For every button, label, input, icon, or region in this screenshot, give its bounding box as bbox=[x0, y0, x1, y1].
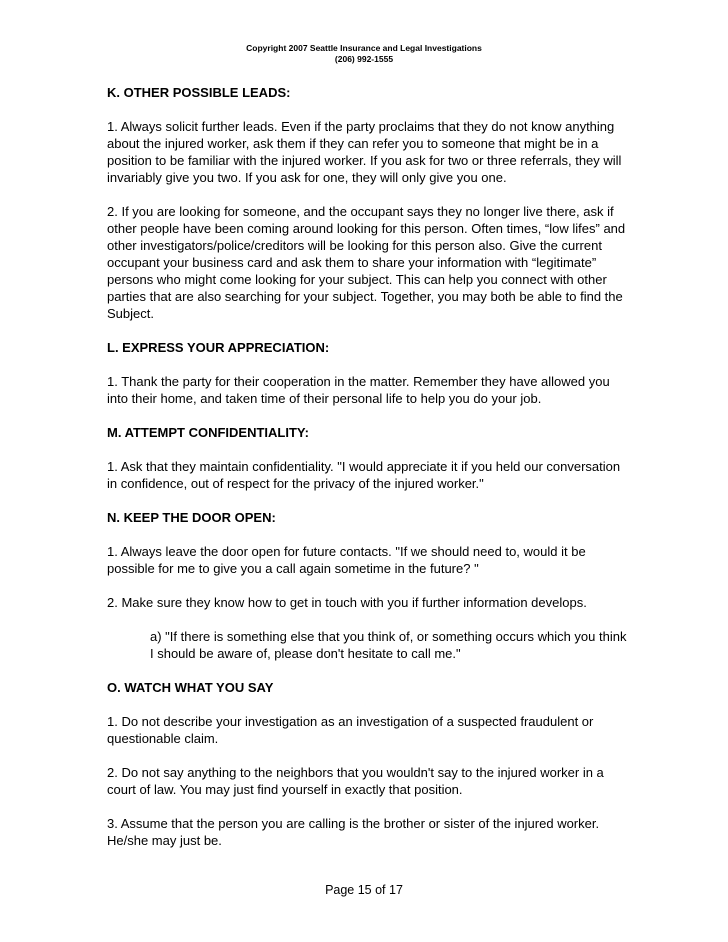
page-header bbox=[0, 43, 728, 65]
section-l-paragraph-1: 1. Thank the party for their cooperation in the matter. Remember they have allowed you into their home, and taken time of their personal life to help you do your job. bbox=[107, 374, 610, 406]
page-number: Page 15 of 17 bbox=[325, 883, 403, 897]
section-n-paragraph-1: 1. Always leave the door open for future contacts. "If we should need to, would it be possible for me to give you a call again sometime in the future? " bbox=[107, 544, 586, 576]
section-n-subparagraph-a: a) "If there is something else that you think of, or something occurs which you think I should be aware of, please don't hesitate to call me." bbox=[150, 629, 627, 661]
section-k-paragraph-2: 2. If you are looking for someone, and the occupant says they no longer live there, ask if other people have been coming around looking for this person. Often times, “low lifes” and other investigators/police/creditors will be looking for this person also. Give the current occupant your business card and ask them to share your information with “legitimate” persons who might come looking for your subject. This can help you connect with other parties that are also searching for your subject. Together, you may both be able to find the Subject. bbox=[107, 204, 626, 321]
document-body bbox=[107, 84, 627, 866]
section-m-paragraph-1: 1. Ask that they maintain confidentiality. "I would appreciate it if you held our conversation in confidence, out of respect for the privacy of the injured worker." bbox=[107, 459, 621, 491]
section-n-paragraph-2: 2. Make sure they know how to get in touch with you if further information develops. bbox=[107, 595, 587, 610]
section-o-paragraph-1: 1. Do not describe your investigation as an investigation of a suspected fraudulent or questionable claim. bbox=[107, 714, 594, 746]
section-o-paragraph-3: 3. Assume that the person you are calling is the brother or sister of the injured worker. He/she may just be. bbox=[107, 816, 600, 848]
section-heading-m: M. ATTEMPT CONFIDENTIALITY: bbox=[107, 425, 309, 440]
section-heading-n: N. KEEP THE DOOR OPEN: bbox=[107, 510, 276, 525]
section-heading-k: K. OTHER POSSIBLE LEADS: bbox=[107, 85, 291, 100]
section-heading-l: L. EXPRESS YOUR APPRECIATION: bbox=[107, 340, 330, 355]
phone-line: (206) 992-1555 bbox=[334, 54, 394, 64]
section-k-paragraph-1: 1. Always solicit further leads. Even if the party proclaims that they do not know anything about the injured worker, ask them if they can refer you to someone that might be in a position to be familiar with the injured worker. If you ask for two or three referrals, they will invariably give you two. If you ask for one, they will only give you one. bbox=[107, 119, 622, 185]
copyright-line: Copyright 2007 Seattle Insurance and Legal Investigations bbox=[246, 43, 482, 53]
section-heading-o: O. WATCH WHAT YOU SAY bbox=[107, 680, 274, 695]
section-o-paragraph-2: 2. Do not say anything to the neighbors that you wouldn't say to the injured worker in a court of law. You may just find yourself in exactly that position. bbox=[107, 765, 604, 797]
